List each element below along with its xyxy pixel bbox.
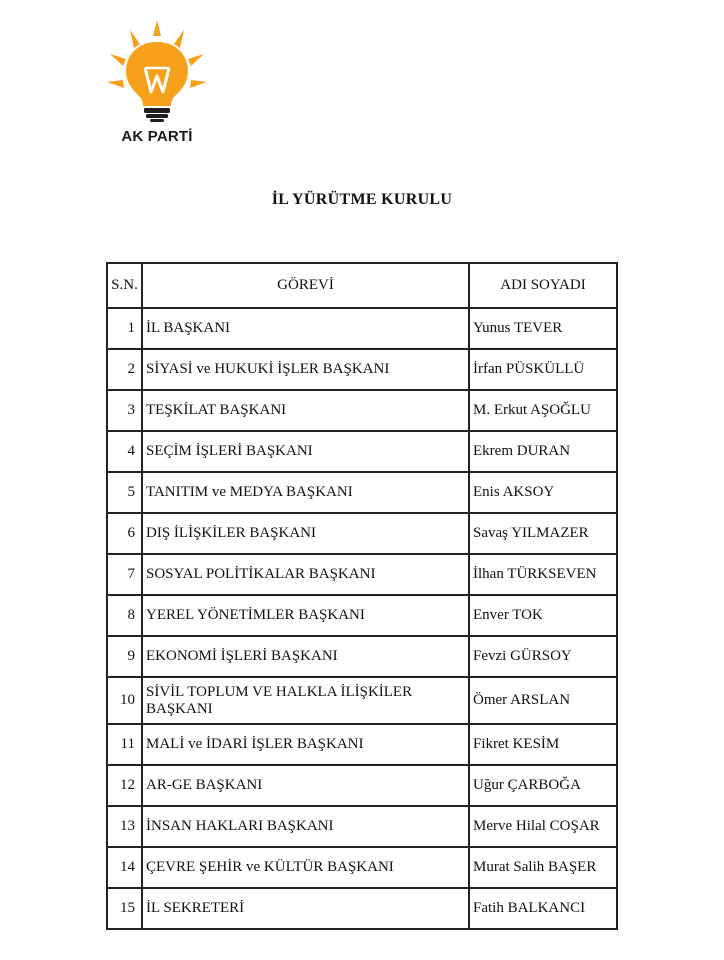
row-duty: AR-GE BAŞKANI <box>142 765 469 806</box>
row-duty: İL SEKRETERİ <box>142 888 469 929</box>
row-sn: 1 <box>107 308 142 349</box>
row-duty: SOSYAL POLİTİKALAR BAŞKANI <box>142 554 469 595</box>
table-row <box>107 472 617 513</box>
row-duty: TEŞKİLAT BAŞKANI <box>142 390 469 431</box>
row-sn: 9 <box>107 636 142 677</box>
table-row <box>107 636 617 677</box>
row-name: Savaş YILMAZER <box>469 513 617 554</box>
table-row <box>107 513 617 554</box>
table-row <box>107 308 617 349</box>
row-duty: SİYASİ ve HUKUKİ İŞLER BAŞKANI <box>142 349 469 390</box>
table-row <box>107 677 617 724</box>
row-name: Murat Salih BAŞER <box>469 847 617 888</box>
row-name: Enis AKSOY <box>469 472 617 513</box>
row-name: Merve Hilal COŞAR <box>469 806 617 847</box>
row-sn: 8 <box>107 595 142 636</box>
row-sn: 15 <box>107 888 142 929</box>
row-name: Fevzi GÜRSOY <box>469 636 617 677</box>
row-duty: MALİ ve İDARİ İŞLER BAŞKANI <box>142 724 469 765</box>
row-sn: 11 <box>107 724 142 765</box>
row-name: Ömer ARSLAN <box>469 677 617 724</box>
row-name: İlhan TÜRKSEVEN <box>469 554 617 595</box>
roster-table <box>106 262 618 930</box>
row-sn: 13 <box>107 806 142 847</box>
row-sn: 7 <box>107 554 142 595</box>
table-row <box>107 554 617 595</box>
row-duty: YEREL YÖNETİMLER BAŞKANI <box>142 595 469 636</box>
bulb-shape <box>126 42 188 106</box>
row-sn: 3 <box>107 390 142 431</box>
row-sn: 4 <box>107 431 142 472</box>
row-name: Fikret KESİM <box>469 724 617 765</box>
bulb-base <box>144 108 170 113</box>
row-duty: İNSAN HAKLARI BAŞKANI <box>142 806 469 847</box>
header-sn: S.N. <box>107 263 142 308</box>
row-sn: 14 <box>107 847 142 888</box>
table-row <box>107 806 617 847</box>
row-name: Ekrem DURAN <box>469 431 617 472</box>
row-name: M. Erkut AŞOĞLU <box>469 390 617 431</box>
table-row <box>107 595 617 636</box>
table-row <box>107 847 617 888</box>
lightbulb-icon <box>104 18 210 122</box>
row-duty: SEÇİM İŞLERİ BAŞKANI <box>142 431 469 472</box>
table-row <box>107 724 617 765</box>
party-logo <box>104 18 210 146</box>
row-sn: 2 <box>107 349 142 390</box>
header-name: ADI SOYADI <box>469 263 617 308</box>
row-duty: DIŞ İLİŞKİLER BAŞKANI <box>142 513 469 554</box>
row-sn: 12 <box>107 765 142 806</box>
header-duty: GÖREVİ <box>142 263 469 308</box>
row-name: Uğur ÇARBOĞA <box>469 765 617 806</box>
row-duty: TANITIM ve MEDYA BAŞKANI <box>142 472 469 513</box>
table-row <box>107 765 617 806</box>
document-title: İL YÜRÜTME KURULU <box>271 191 453 208</box>
row-duty: İL BAŞKANI <box>142 308 469 349</box>
row-duty: SİVİL TOPLUM VE HALKLA İLİŞKİLER BAŞKANI <box>142 677 469 724</box>
table-row <box>107 431 617 472</box>
row-name: İrfan PÜSKÜLLÜ <box>469 349 617 390</box>
row-sn: 5 <box>107 472 142 513</box>
row-duty: ÇEVRE ŞEHİR ve KÜLTÜR BAŞKANI <box>142 847 469 888</box>
row-name: Enver TOK <box>469 595 617 636</box>
row-sn: 6 <box>107 513 142 554</box>
table-row <box>107 349 617 390</box>
row-duty: EKONOMİ İŞLERİ BAŞKANI <box>142 636 469 677</box>
table-header-row <box>107 263 617 308</box>
table-row <box>107 888 617 929</box>
row-name: Fatih BALKANCI <box>469 888 617 929</box>
row-sn: 10 <box>107 677 142 724</box>
table-row <box>107 390 617 431</box>
row-name: Yunus TEVER <box>469 308 617 349</box>
logo-wordmark: AK PARTİ <box>121 128 193 145</box>
